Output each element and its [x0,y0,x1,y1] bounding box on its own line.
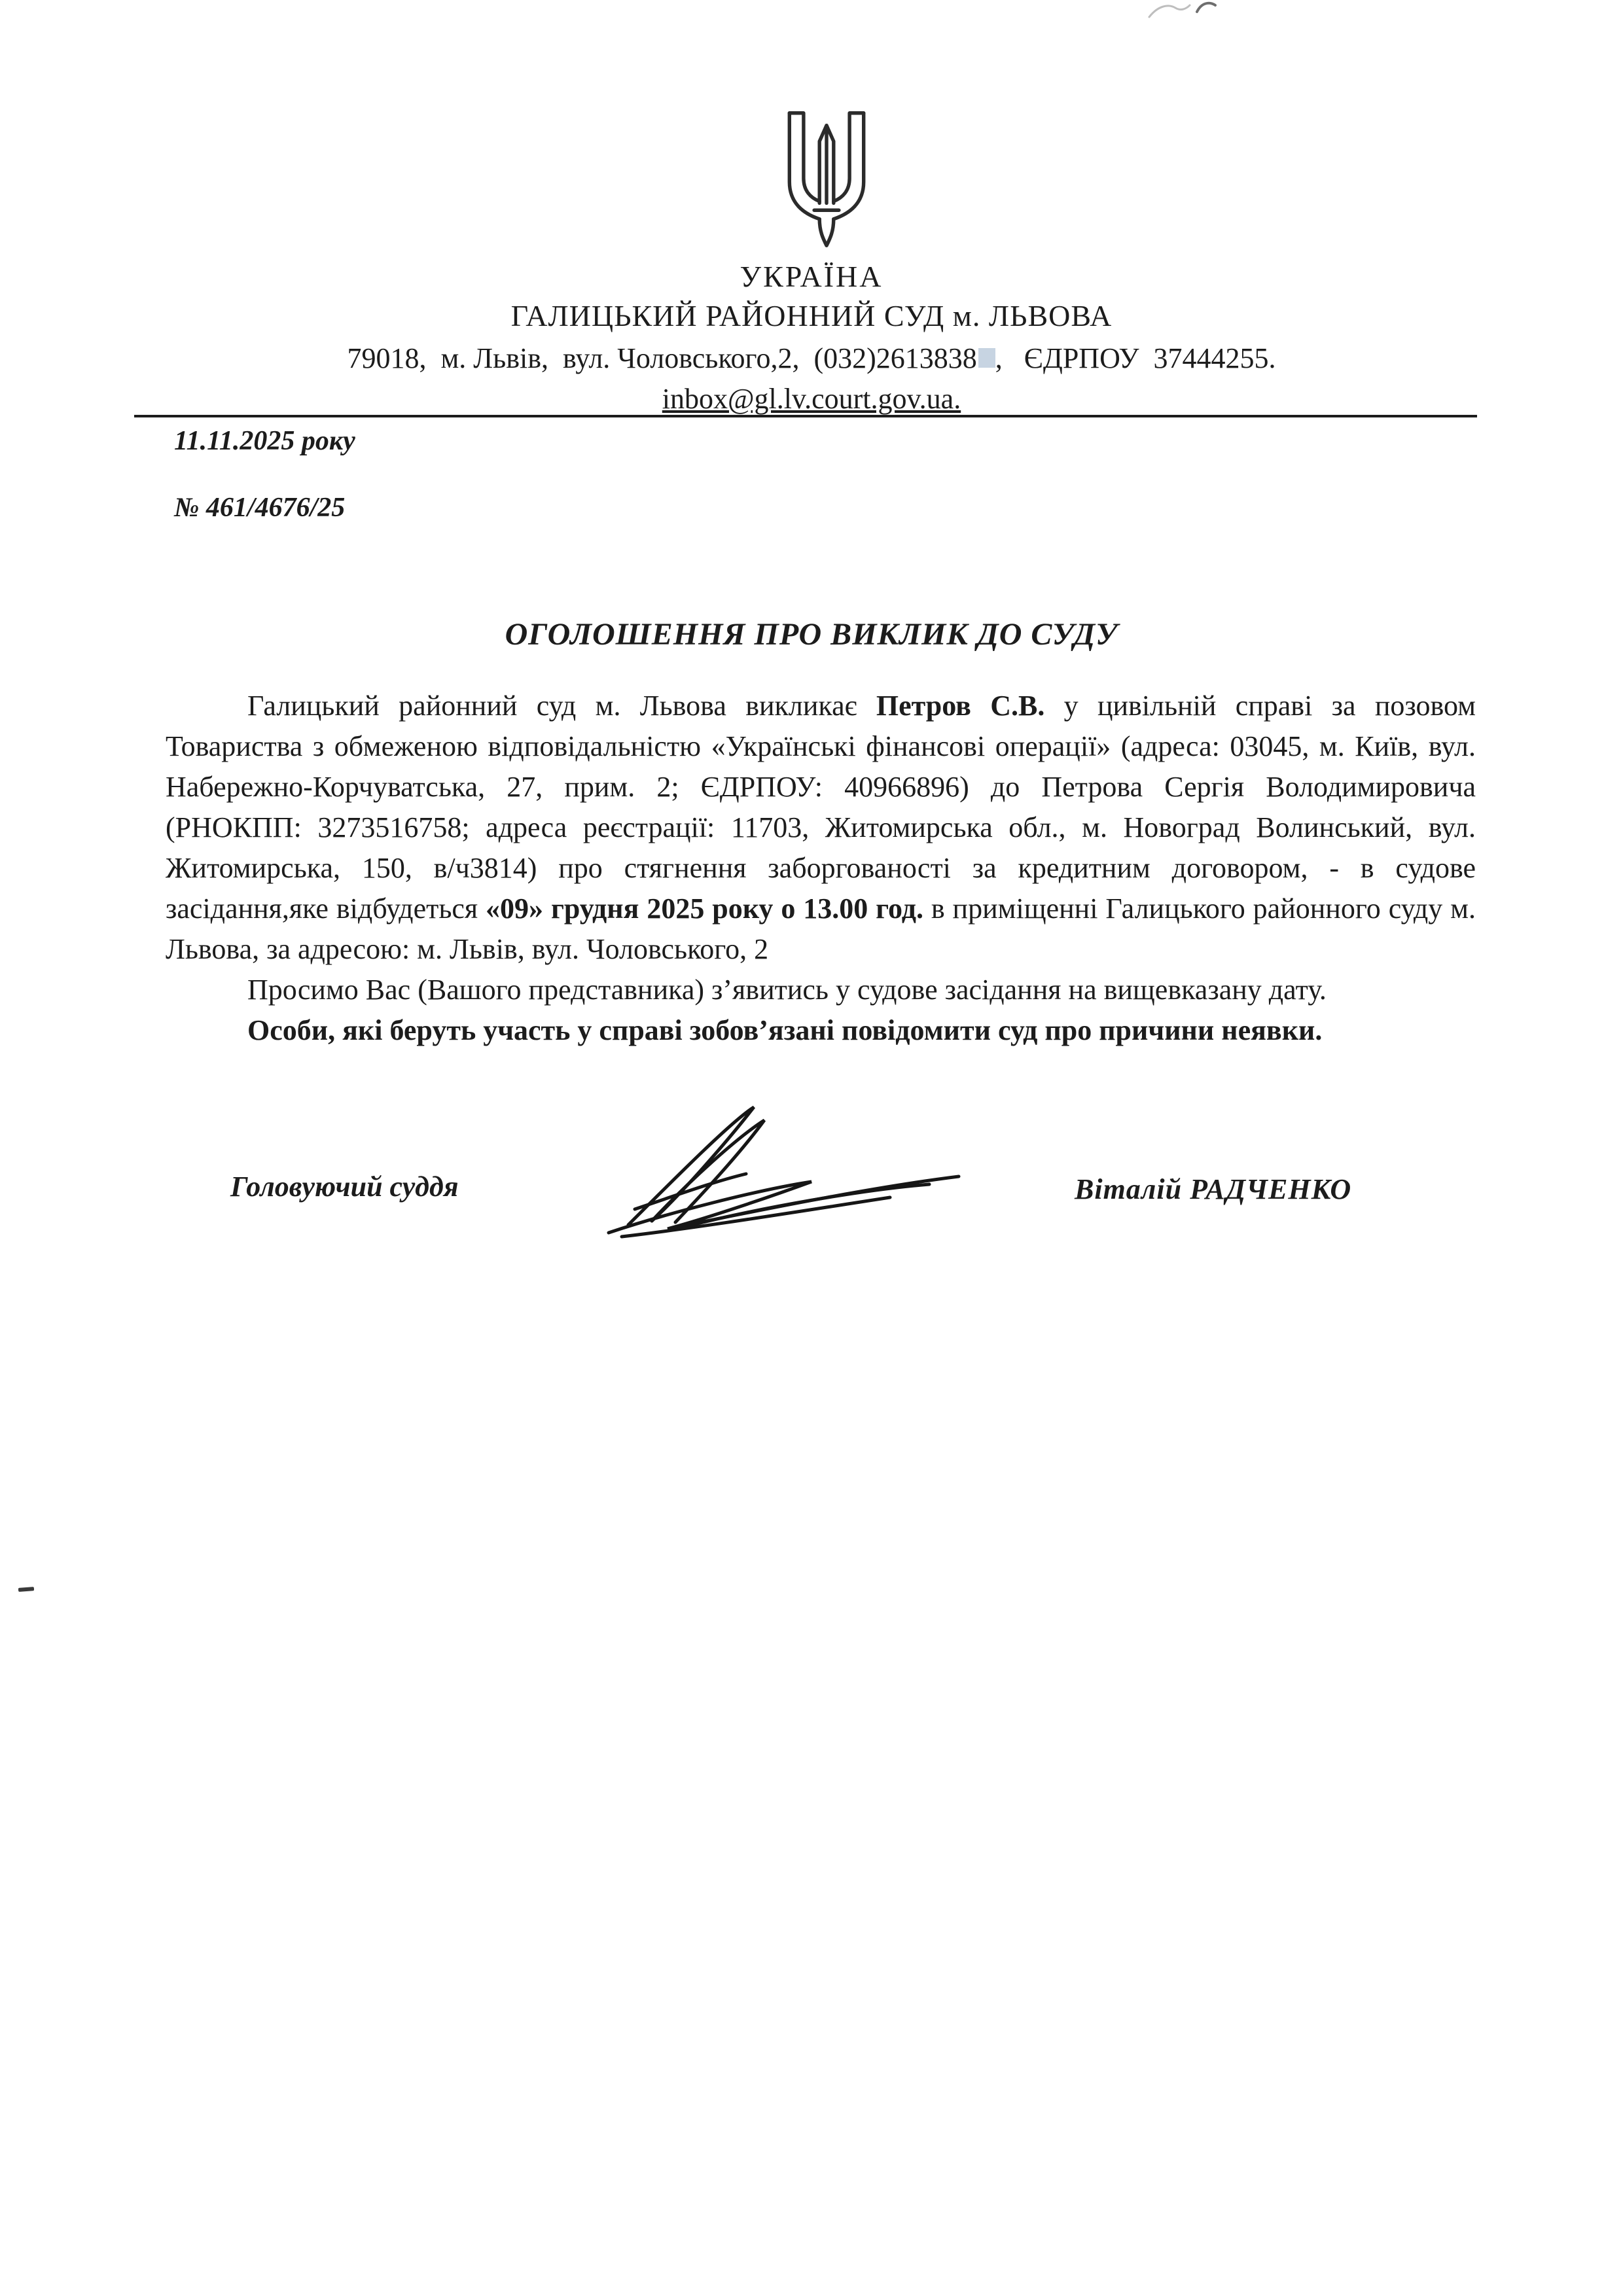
document-title: ОГОЛОШЕННЯ ПРО ВИКЛИК ДО СУДУ [505,617,1118,652]
country-name: УКРАЇНА [740,260,883,293]
judge-signature [582,1094,1014,1251]
signature-name: Віталій РАДЧЕНКО [1075,1173,1352,1205]
scan-artifact [18,1587,34,1592]
case-number: № 461/4676/25 [174,493,346,523]
scan-artifact [1147,1,1192,21]
court-address [98,342,1525,375]
paragraph-obligation: Особи, які беруть участь у справі зобов’язані повідомити суд про причини неявки. [247,1014,1323,1046]
scan-artifact [1195,0,1217,14]
court-edrpou-text: , ЄДРПОУ 37444255. [995,342,1276,374]
paragraph-summons [166,686,1476,970]
court-address-text: 79018, м. Львів, вул. Чоловського,2, (032)2613838 [347,342,977,374]
defendant-name: Петров С.В. [876,690,1045,722]
signature-label: Головуючий суддя [230,1171,459,1203]
paragraph-request: Просимо Вас (Вашого представника) з’явитись у судове засідання на вищевказану дату. [247,974,1327,1006]
summons-text-1: Галицький районний суд м. Львова викликає [247,690,876,722]
document-body [166,686,1476,1051]
ukraine-trident-emblem [774,103,880,255]
summons-text-3: в приміщенні Галицького районного суду м. Львова, за адресою: м. Львів, вул. Чоловського, 2 [166,892,1476,965]
hearing-datetime: «09» грудня 2025 року о 13.00 год. [486,892,923,925]
court-name: ГАЛИЦЬКИЙ РАЙОННИЙ СУД м. ЛЬВОВА [510,299,1113,332]
summons-text-2: у цивільній справі за позовом Товариства з обмеженою відповідальністю «Українські фінансові операції» (адреса: 03045, м. Київ, вул. Набережно-Корчуватська, 27, прим. 2; ЄДРПОУ: 40966896) до Петрова Сергія Володимировича (РНОКПП: 3273516758; адреса реєстрації: 11703, Житомирська обл., м. Новоград Волинський, вул. Житомирська, 150, в/ч3814) про стягнення заборгованості за кредитним договором, - в судове засідання,яке відбудеться [166,690,1476,925]
court-email [98,382,1525,415]
redaction-mark [978,348,995,368]
court-email-text: inbox@gl.lv.court.gov.ua. [662,383,961,415]
document-date: 11.11.2025 року [174,426,355,456]
header-divider [134,415,1477,417]
